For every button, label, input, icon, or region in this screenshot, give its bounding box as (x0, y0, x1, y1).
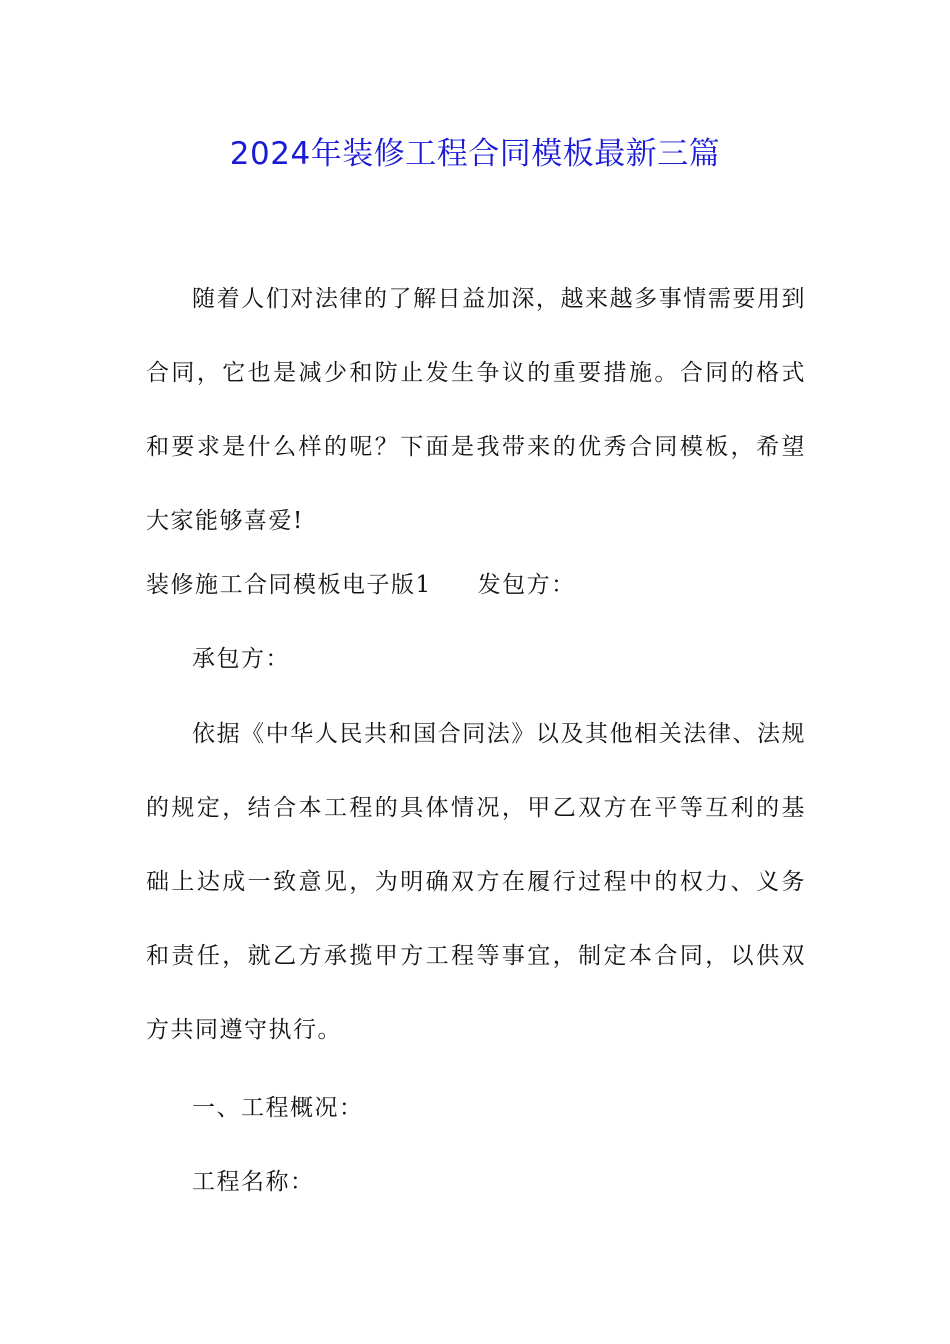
contractor-label: 承包方： (192, 646, 290, 672)
section-heading: 装修施工合同模板电子版1 (146, 572, 432, 598)
contractor-line (146, 622, 806, 696)
section-heading-line (146, 548, 806, 622)
project-name-line (146, 1145, 806, 1219)
clause-heading-line (146, 1071, 806, 1145)
intro-paragraph: 随着人们对法律的了解日益加深，越来越多事情需要用到合同，它也是减少和防止发生争议的重要措施。合同的格式和要求是什么样的呢？下面是我带来的优秀合同模板，希望大家能够喜爱! (146, 286, 806, 534)
project-name-label: 工程名称： (192, 1169, 315, 1195)
basis-block (146, 697, 806, 1067)
employer-label: 发包方： (477, 572, 576, 598)
document-title: 2024年装修工程合同模板最新三篇 (229, 136, 721, 172)
intro-block (146, 262, 806, 558)
section-heading-row (146, 548, 806, 622)
clause-1-heading: 一、工程概况： (192, 1095, 364, 1121)
basis-paragraph: 依据《中华人民共和国合同法》以及其他相关法律、法规的规定，结合本工程的具体情况，甲乙双方在平等互利的基础上达成一致意见，为明确双方在履行过程中的权力、义务和责任，就乙方承揽甲方工程等事宜，制定本合同，以供双方共同遵守执行。 (146, 721, 806, 1043)
